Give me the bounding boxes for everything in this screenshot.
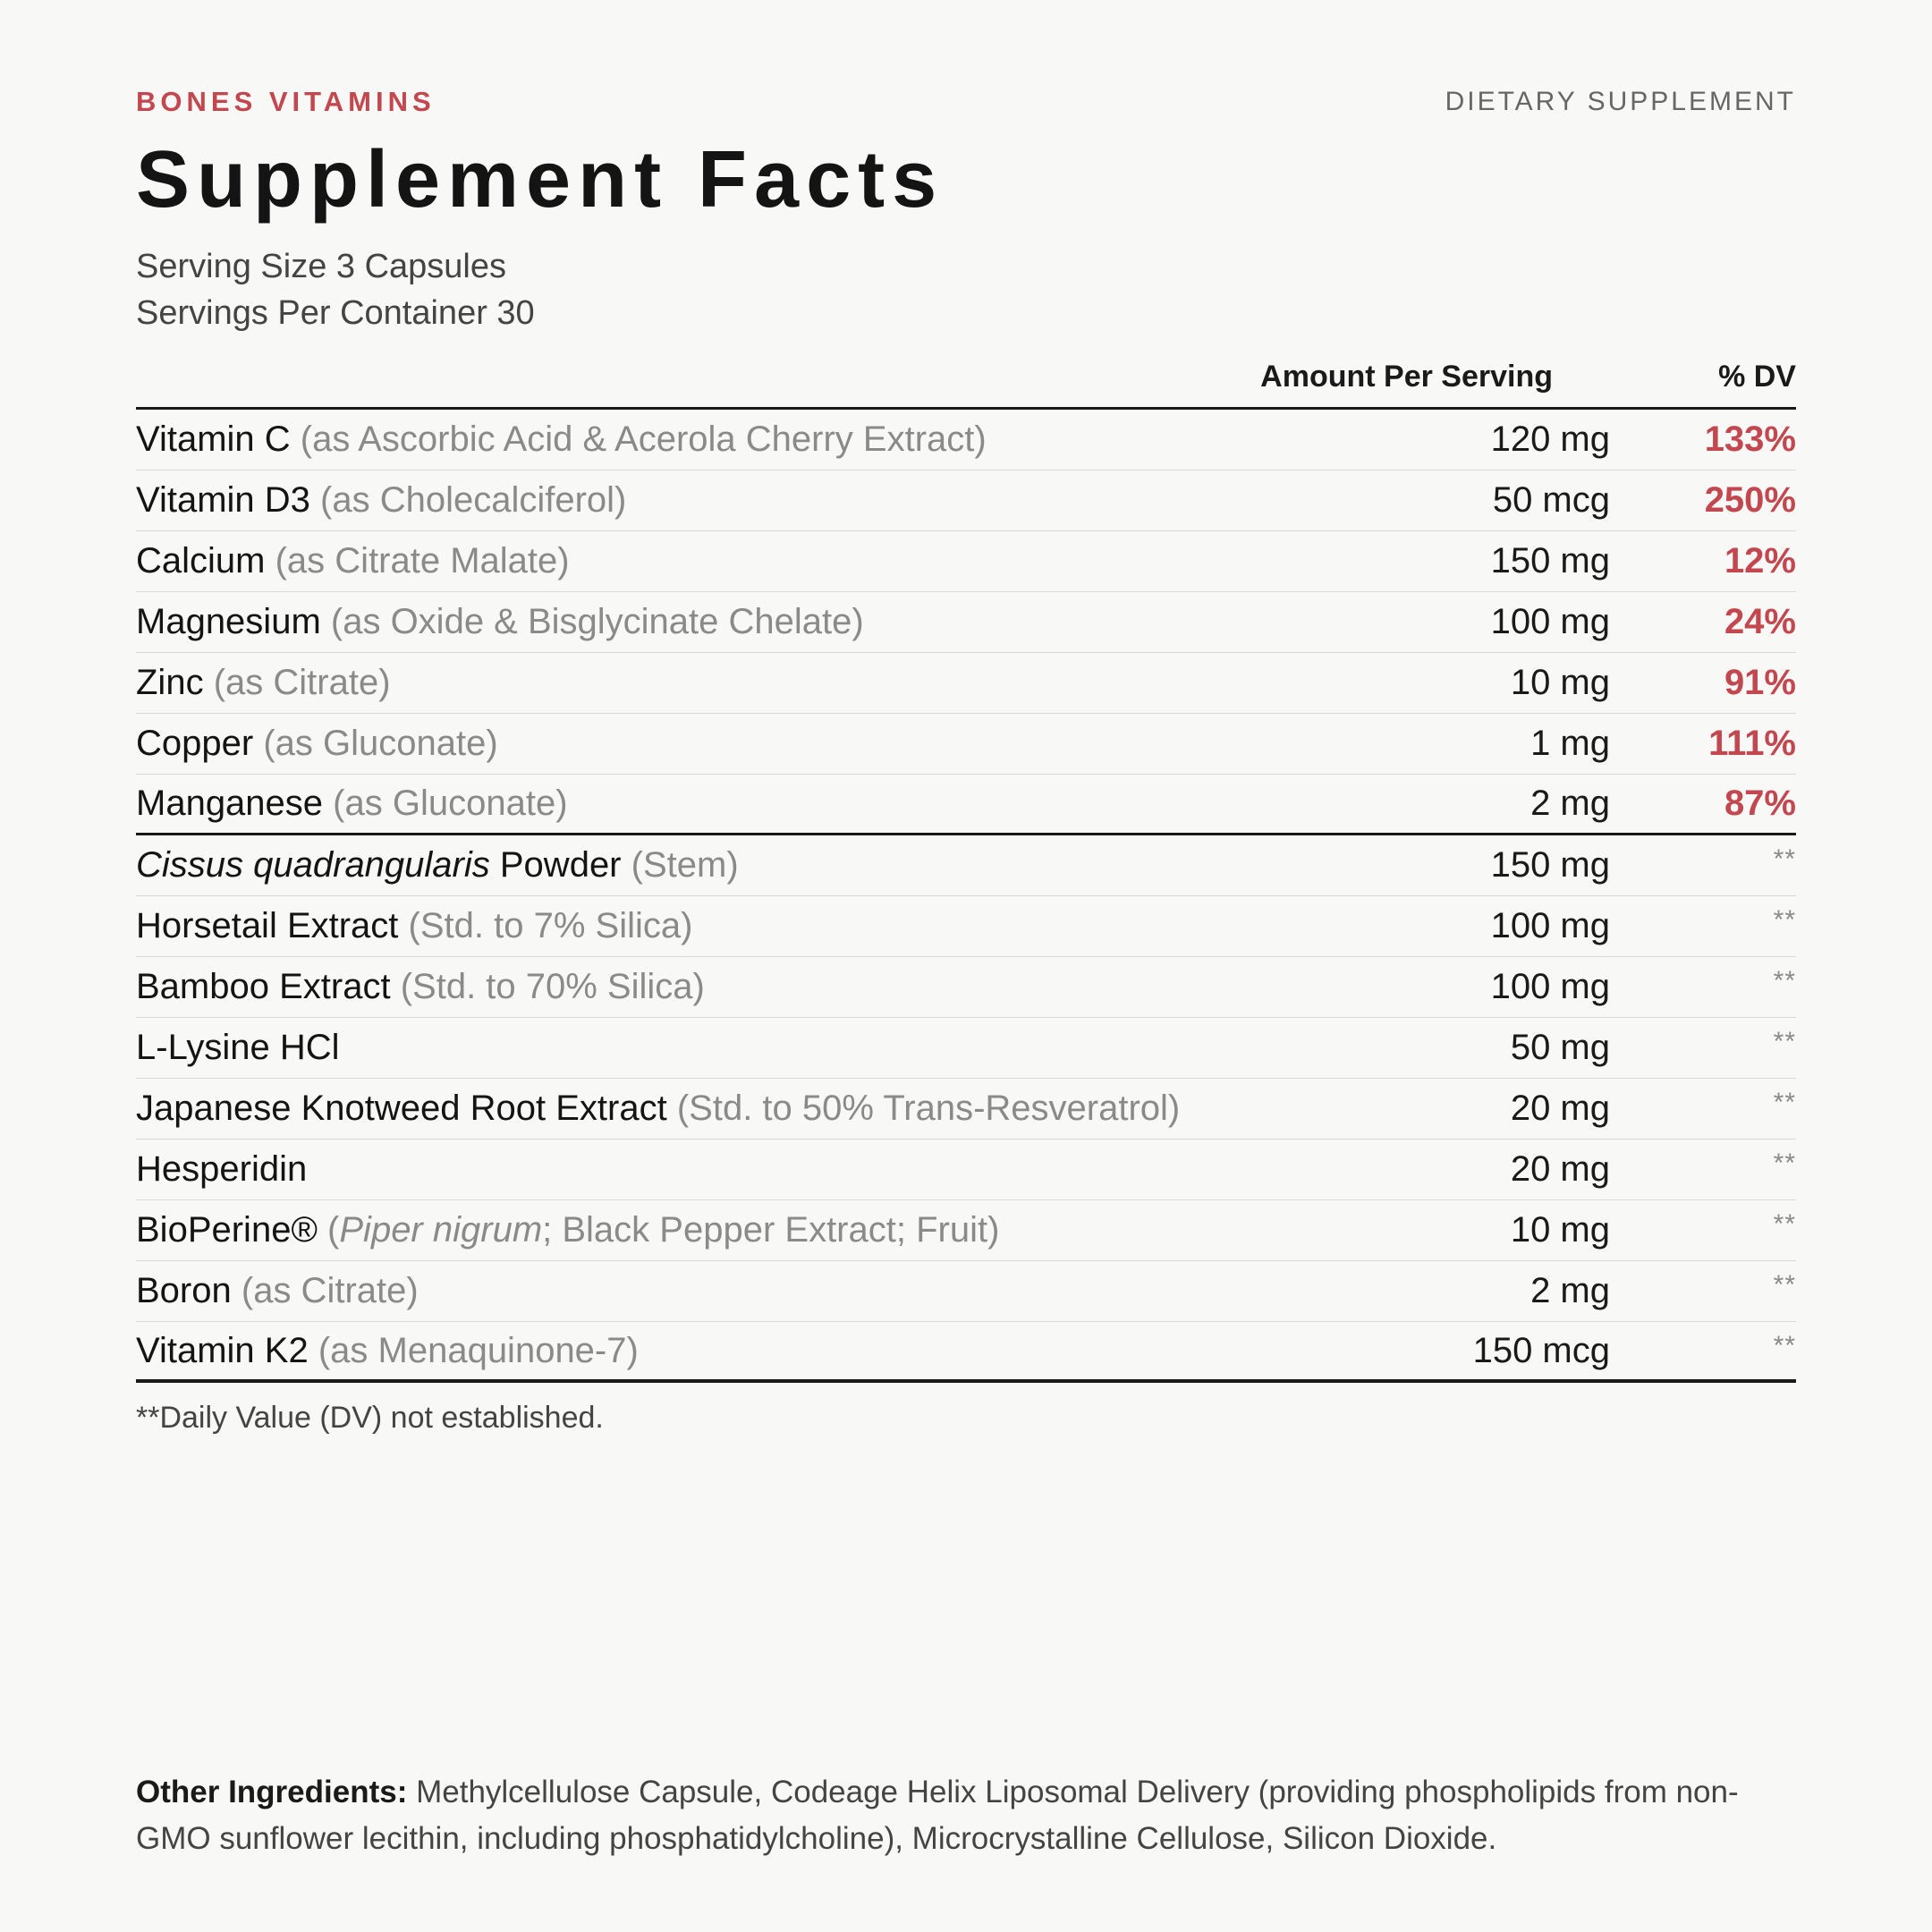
table-row	[136, 775, 1796, 835]
table-row	[136, 1140, 1796, 1200]
nutrient-dv: 24%	[1724, 602, 1796, 641]
nutrient-amount: 50 mcg	[1492, 480, 1610, 520]
dv-footnote: **Daily Value (DV) not established.	[136, 1401, 604, 1435]
column-header-dv: % DV	[1718, 360, 1796, 394]
ingredient-amount: 10 mg	[1510, 1210, 1610, 1250]
table-row	[136, 1322, 1796, 1383]
ingredient-name: Bamboo Extract (Std. to 70% Silica)	[136, 967, 705, 1006]
nutrient-name: Copper (as Gluconate)	[136, 724, 498, 763]
supplement-facts-panel	[136, 0, 1796, 1932]
nutrient-dv: 91%	[1724, 663, 1796, 702]
nutrient-dv: 87%	[1724, 784, 1796, 823]
ingredient-dv: **	[1773, 844, 1796, 874]
nutrient-amount: 150 mg	[1490, 541, 1610, 580]
nutrient-name: Vitamin D3 (as Cholecalciferol)	[136, 480, 627, 520]
ingredient-name: Horsetail Extract (Std. to 7% Silica)	[136, 906, 693, 945]
nutrient-name: Manganese (as Gluconate)	[136, 784, 568, 823]
ingredient-dv: **	[1773, 1331, 1796, 1360]
brand-name: BONES VITAMINS	[136, 86, 436, 117]
nutrient-amount: 2 mg	[1530, 784, 1610, 823]
table-row	[136, 592, 1796, 653]
table-row	[136, 410, 1796, 470]
nutrient-dv: 111%	[1708, 724, 1796, 763]
other-ingredients-text: Methylcellulose Capsule, Codeage Helix Liposomal Delivery (providing phospholipids from non-GMO sunflower lecithin, including phosphatidylcholine), Microcrystalline Cellulose, Silicon Dioxide.	[136, 1775, 1739, 1856]
ingredient-amount: 100 mg	[1490, 906, 1610, 945]
ingredient-dv: **	[1773, 1088, 1796, 1117]
table-row	[136, 714, 1796, 775]
nutrient-dv: 133%	[1704, 419, 1796, 459]
table-row	[136, 470, 1796, 531]
table-row	[136, 1079, 1796, 1140]
nutrient-dv: 12%	[1724, 541, 1796, 580]
table-row	[136, 835, 1796, 896]
ingredient-amount: 150 mcg	[1472, 1330, 1610, 1370]
column-header-amount: Amount Per Serving	[1260, 360, 1553, 394]
ingredient-name: L-Lysine HCl	[136, 1028, 340, 1067]
nutrient-name: Magnesium (as Oxide & Bisglycinate Chelate)	[136, 602, 864, 641]
serving-info	[136, 243, 535, 336]
ingredient-name: Japanese Knotweed Root Extract (Std. to 50% Trans-Resveratrol)	[136, 1089, 1181, 1128]
nutrient-amount: 1 mg	[1530, 724, 1610, 763]
nutrient-amount: 10 mg	[1510, 663, 1610, 702]
ingredient-amount: 2 mg	[1530, 1271, 1610, 1310]
table-row	[136, 531, 1796, 592]
nutrient-name: Vitamin C (as Ascorbic Acid & Acerola Cherry Extract)	[136, 419, 987, 459]
nutrient-name: Zinc (as Citrate)	[136, 663, 391, 702]
ingredient-name: BioPerine® (Piper nigrum; Black Pepper Extract; Fruit)	[136, 1210, 1000, 1250]
other-ingredients	[136, 1769, 1796, 1862]
table-row	[136, 1200, 1796, 1261]
product-category: DIETARY SUPPLEMENT	[1445, 87, 1796, 116]
table-row	[136, 653, 1796, 714]
ingredient-amount: 50 mg	[1510, 1028, 1610, 1067]
nutrient-amount: 120 mg	[1490, 419, 1610, 459]
ingredient-amount: 20 mg	[1510, 1149, 1610, 1189]
ingredient-name: Cissus quadrangularis Powder (Stem)	[136, 845, 739, 885]
nutrient-table	[136, 407, 1796, 1383]
ingredient-dv: **	[1773, 905, 1796, 935]
page-title: Supplement Facts	[136, 135, 945, 225]
other-ingredients-label: Other Ingredients:	[136, 1775, 408, 1809]
table-row	[136, 1018, 1796, 1079]
serving-size: Serving Size 3 Capsules	[136, 248, 506, 285]
table-row	[136, 1261, 1796, 1322]
ingredient-name: Hesperidin	[136, 1149, 308, 1189]
servings-per-container: Servings Per Container 30	[136, 294, 535, 332]
ingredient-dv: **	[1773, 1270, 1796, 1300]
ingredient-dv: **	[1773, 1148, 1796, 1178]
ingredient-dv: **	[1773, 1209, 1796, 1239]
table-row	[136, 957, 1796, 1018]
ingredient-amount: 150 mg	[1490, 845, 1610, 885]
ingredient-dv: **	[1773, 1027, 1796, 1056]
nutrient-amount: 100 mg	[1490, 602, 1610, 641]
nutrient-dv: 250%	[1704, 480, 1796, 520]
ingredient-dv: **	[1773, 966, 1796, 996]
ingredient-amount: 20 mg	[1510, 1089, 1610, 1128]
table-row	[136, 896, 1796, 957]
ingredient-name: Vitamin K2 (as Menaquinone-7)	[136, 1330, 639, 1370]
ingredient-amount: 100 mg	[1490, 967, 1610, 1006]
nutrient-name: Calcium (as Citrate Malate)	[136, 541, 570, 580]
ingredient-name: Boron (as Citrate)	[136, 1271, 419, 1310]
